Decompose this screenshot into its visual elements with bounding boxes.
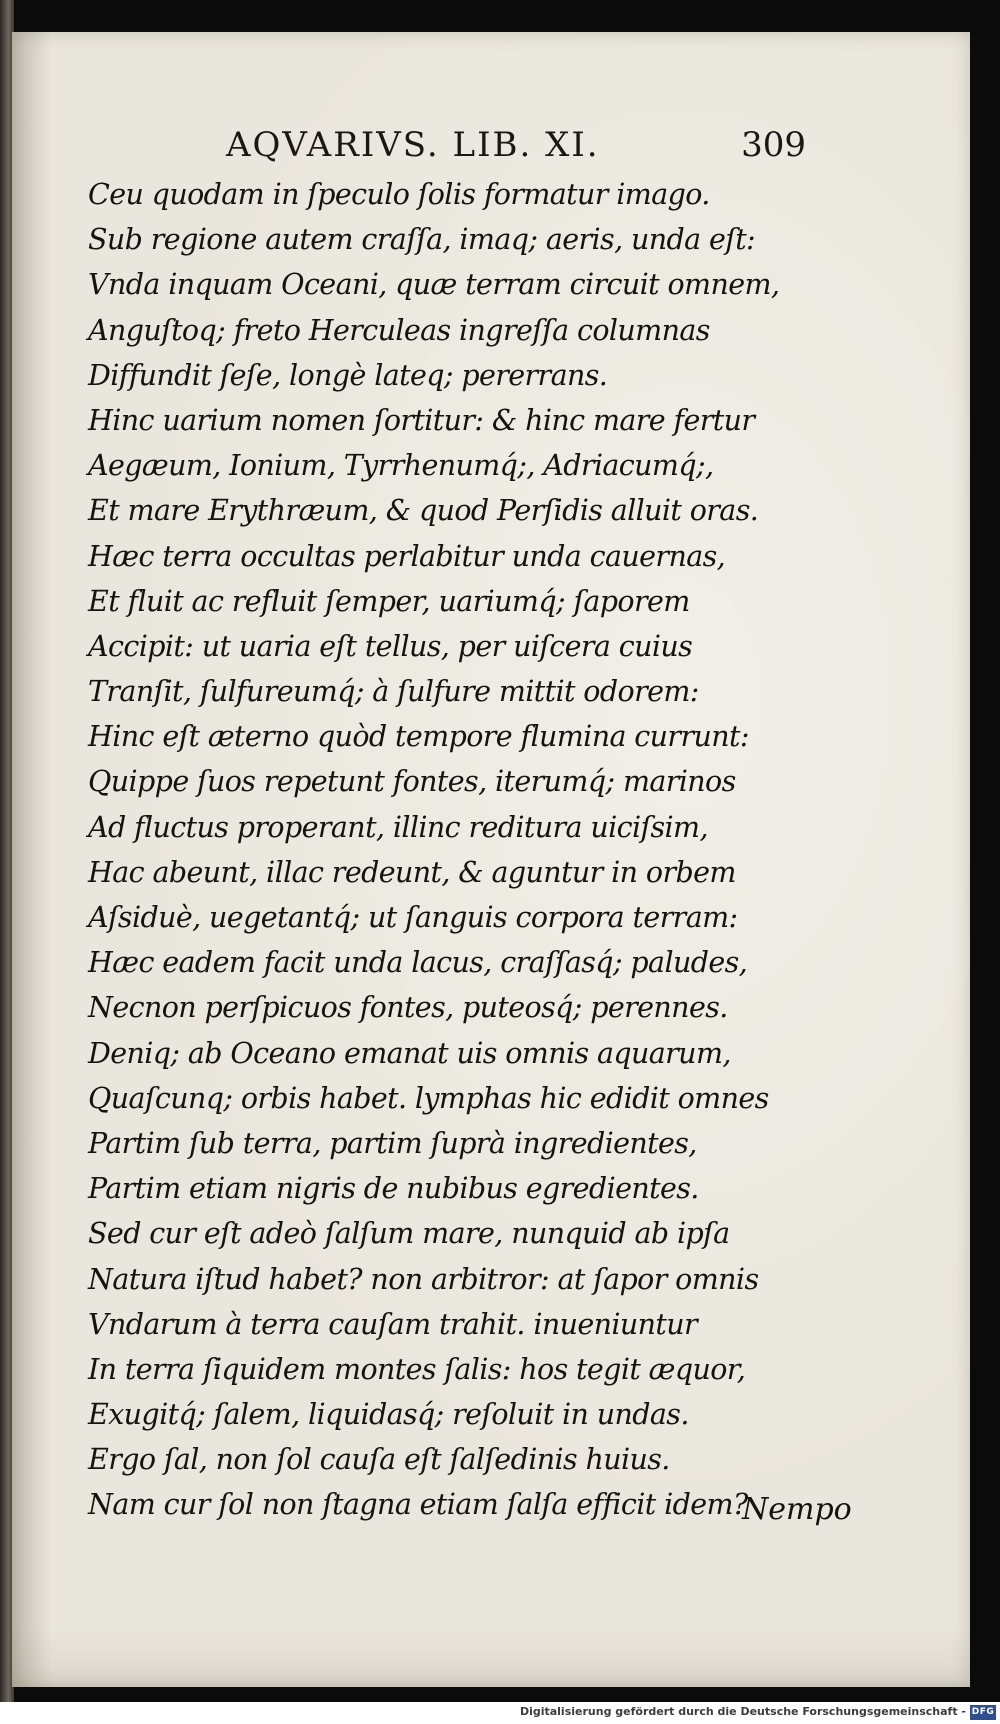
verse-line: Hæc terra occultas perlabitur unda cauernas,	[88, 539, 726, 573]
verse-line: Sed cur eſt adeò ſalſum mare, nunquid ab ipſa	[88, 1217, 730, 1251]
verse-line: Vndarum à terra cauſam trahit. inueniuntur	[88, 1307, 698, 1341]
verse-line: Aegæum, Ionium, Tyrrhenumq́;, Adriacumq́;,	[88, 449, 714, 483]
verse-line: Quippe ſuos repetunt fontes, iterumq́; marinos	[88, 765, 736, 799]
verse-line: Natura iſtud habet? non arbitror: at ſapor omnis	[88, 1262, 759, 1296]
page-header	[226, 125, 806, 165]
verse-line: In terra ſiquidem montes ſalis: hos tegit æquor,	[88, 1352, 746, 1386]
verse-line: Et fluit ac refluit ſemper, uariumq́; ſaporem	[88, 584, 690, 618]
verse-line: Quaſcunq; orbis habet. lymphas hic edidit omnes	[88, 1081, 769, 1115]
verse-line: Tranſit, ſulfureumq́; à ſulfure mittit odorem:	[88, 675, 699, 709]
verse-line: Exugitq́; ſalem, liquidasq́; reſoluit in undas.	[88, 1398, 689, 1432]
verse-line: Partim etiam nigris de nubibus egredientes.	[88, 1172, 699, 1206]
verse-line: Hæc eadem facit unda lacus, craſſasq́; paludes,	[88, 946, 748, 980]
dfg-logo-icon: DFG	[970, 1705, 996, 1720]
verse-line: Et mare Erythræum, & quod Perſidis alluit oras.	[88, 494, 759, 528]
verse-line: Vnda inquam Oceani, quæ terram circuit omnem,	[88, 268, 780, 302]
verse-line: Deniq; ab Oceano emanat uis omnis aquarum,	[88, 1036, 731, 1070]
verse-line: Hinc uarium nomen ſortitur: & hinc mare fertur	[88, 403, 755, 437]
verse-line: Anguſtoq; freto Herculeas ingreſſa columnas	[88, 313, 710, 347]
funding-credit: Digitalisierung gefördert durch die Deutsche Forschungsgemeinschaft -	[519, 1705, 966, 1718]
verse-line: Hac abeunt, illac redeunt, & aguntur in orbem	[88, 855, 736, 889]
verse-line: Sub regione autem craſſa, imaq; aeris, unda eſt:	[88, 223, 756, 257]
catchword: Nempo	[742, 1492, 852, 1527]
verse-line: Ad fluctus properant, illinc reditura uiciſsim,	[88, 810, 708, 844]
verse-line: Hinc eſt æterno quòd tempore flumina currunt:	[88, 720, 749, 754]
verse-line: Accipit: ut uaria eſt tellus, per uiſcera cuius	[88, 629, 693, 663]
running-title: AQVARIVS. LIB. XI.	[226, 125, 600, 165]
footer-bar	[0, 1702, 1000, 1724]
verse-line: Partim ſub terra, partim ſuprà ingredientes,	[88, 1126, 697, 1160]
verse-line: Diffundit ſeſe, longè lateq; pererrans.	[88, 358, 608, 392]
page-number: 309	[741, 125, 806, 165]
verse-line: Nam cur ſol non ſtagna etiam ſalſa efficit idem?	[88, 1488, 748, 1522]
verse-line: Ergo ſal, non ſol cauſa eſt ſalſedinis huius.	[88, 1443, 670, 1477]
verse-line: Aſsiduè, uegetantq́; ut ſanguis corpora terram:	[88, 901, 738, 934]
verse-list	[88, 172, 818, 1528]
verse-line: Necnon perſpicuos fontes, puteosq́; perennes.	[88, 991, 728, 1025]
verse-line: Ceu quodam in ſpeculo ſolis formatur imago.	[88, 178, 710, 211]
